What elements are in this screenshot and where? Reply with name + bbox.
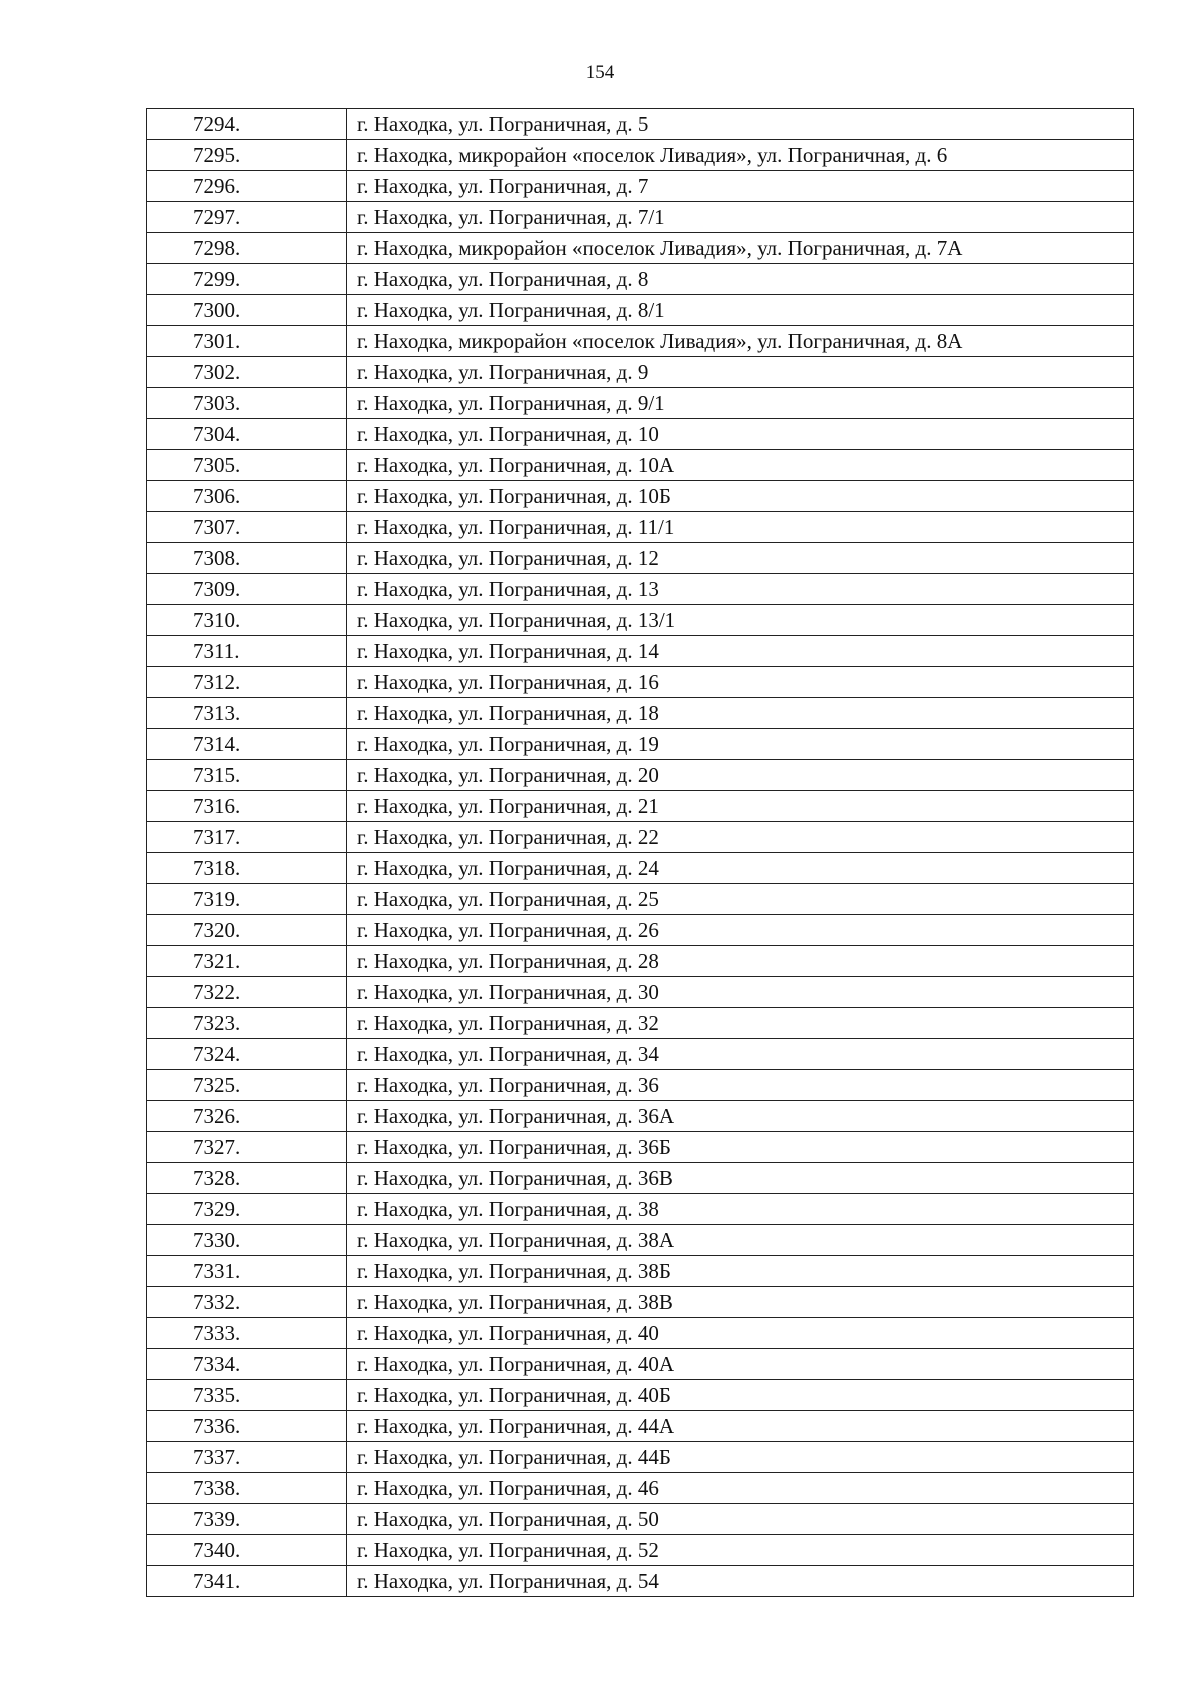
table-row bbox=[147, 1566, 1134, 1597]
row-number: 7341. bbox=[147, 1566, 347, 1597]
row-address: г. Находка, ул. Пограничная, д. 46 bbox=[347, 1473, 1134, 1504]
row-address: г. Находка, ул. Пограничная, д. 44Б bbox=[347, 1442, 1134, 1473]
table-row bbox=[147, 1473, 1134, 1504]
table-row bbox=[147, 202, 1134, 233]
table-row bbox=[147, 698, 1134, 729]
row-number: 7312. bbox=[147, 667, 347, 698]
table-row bbox=[147, 419, 1134, 450]
row-number: 7299. bbox=[147, 264, 347, 295]
row-address: г. Находка, ул. Пограничная, д. 14 bbox=[347, 636, 1134, 667]
row-address: г. Находка, ул. Пограничная, д. 8 bbox=[347, 264, 1134, 295]
row-number: 7326. bbox=[147, 1101, 347, 1132]
table-row bbox=[147, 636, 1134, 667]
row-address: г. Находка, ул. Пограничная, д. 9 bbox=[347, 357, 1134, 388]
row-address: г. Находка, ул. Пограничная, д. 22 bbox=[347, 822, 1134, 853]
row-number: 7313. bbox=[147, 698, 347, 729]
row-number: 7309. bbox=[147, 574, 347, 605]
row-address: г. Находка, ул. Пограничная, д. 10А bbox=[347, 450, 1134, 481]
table-row bbox=[147, 1008, 1134, 1039]
row-address: г. Находка, ул. Пограничная, д. 7/1 bbox=[347, 202, 1134, 233]
table-row bbox=[147, 543, 1134, 574]
row-number: 7340. bbox=[147, 1535, 347, 1566]
row-number: 7297. bbox=[147, 202, 347, 233]
row-number: 7315. bbox=[147, 760, 347, 791]
row-number: 7323. bbox=[147, 1008, 347, 1039]
table-row bbox=[147, 450, 1134, 481]
table-row bbox=[147, 1349, 1134, 1380]
row-number: 7333. bbox=[147, 1318, 347, 1349]
table-row bbox=[147, 512, 1134, 543]
row-address: г. Находка, ул. Пограничная, д. 5 bbox=[347, 109, 1134, 140]
row-number: 7307. bbox=[147, 512, 347, 543]
table-row bbox=[147, 1411, 1134, 1442]
row-address: г. Находка, микрорайон «поселок Ливадия», ул. Пограничная, д. 6 bbox=[347, 140, 1134, 171]
table-row bbox=[147, 822, 1134, 853]
row-address: г. Находка, микрорайон «поселок Ливадия», ул. Пограничная, д. 8А bbox=[347, 326, 1134, 357]
row-number: 7294. bbox=[147, 109, 347, 140]
row-address: г. Находка, ул. Пограничная, д. 38А bbox=[347, 1225, 1134, 1256]
row-number: 7305. bbox=[147, 450, 347, 481]
table-row bbox=[147, 853, 1134, 884]
row-number: 7319. bbox=[147, 884, 347, 915]
table-row bbox=[147, 574, 1134, 605]
row-address: г. Находка, ул. Пограничная, д. 9/1 bbox=[347, 388, 1134, 419]
row-number: 7321. bbox=[147, 946, 347, 977]
table-row bbox=[147, 605, 1134, 636]
address-table bbox=[146, 108, 1134, 1597]
table-row bbox=[147, 264, 1134, 295]
row-address: г. Находка, ул. Пограничная, д. 40А bbox=[347, 1349, 1134, 1380]
row-address: г. Находка, ул. Пограничная, д. 40 bbox=[347, 1318, 1134, 1349]
row-address: г. Находка, микрорайон «поселок Ливадия», ул. Пограничная, д. 7А bbox=[347, 233, 1134, 264]
row-number: 7320. bbox=[147, 915, 347, 946]
row-number: 7298. bbox=[147, 233, 347, 264]
row-number: 7329. bbox=[147, 1194, 347, 1225]
row-address: г. Находка, ул. Пограничная, д. 40Б bbox=[347, 1380, 1134, 1411]
table-row bbox=[147, 109, 1134, 140]
row-address: г. Находка, ул. Пограничная, д. 32 bbox=[347, 1008, 1134, 1039]
row-number: 7296. bbox=[147, 171, 347, 202]
row-address: г. Находка, ул. Пограничная, д. 36Б bbox=[347, 1132, 1134, 1163]
row-address: г. Находка, ул. Пограничная, д. 21 bbox=[347, 791, 1134, 822]
table-row bbox=[147, 1380, 1134, 1411]
row-address: г. Находка, ул. Пограничная, д. 10Б bbox=[347, 481, 1134, 512]
row-address: г. Находка, ул. Пограничная, д. 36А bbox=[347, 1101, 1134, 1132]
row-number: 7295. bbox=[147, 140, 347, 171]
row-address: г. Находка, ул. Пограничная, д. 28 bbox=[347, 946, 1134, 977]
row-number: 7300. bbox=[147, 295, 347, 326]
row-address: г. Находка, ул. Пограничная, д. 10 bbox=[347, 419, 1134, 450]
row-number: 7331. bbox=[147, 1256, 347, 1287]
row-number: 7308. bbox=[147, 543, 347, 574]
table-row bbox=[147, 1318, 1134, 1349]
row-address: г. Находка, ул. Пограничная, д. 24 bbox=[347, 853, 1134, 884]
row-address: г. Находка, ул. Пограничная, д. 44А bbox=[347, 1411, 1134, 1442]
table-row bbox=[147, 667, 1134, 698]
table-row bbox=[147, 915, 1134, 946]
table-row bbox=[147, 233, 1134, 264]
address-table-body bbox=[147, 109, 1134, 1597]
table-row bbox=[147, 760, 1134, 791]
row-address: г. Находка, ул. Пограничная, д. 38 bbox=[347, 1194, 1134, 1225]
table-row bbox=[147, 1194, 1134, 1225]
table-row bbox=[147, 977, 1134, 1008]
row-address: г. Находка, ул. Пограничная, д. 7 bbox=[347, 171, 1134, 202]
row-address: г. Находка, ул. Пограничная, д. 36В bbox=[347, 1163, 1134, 1194]
table-row bbox=[147, 1442, 1134, 1473]
table-row bbox=[147, 1287, 1134, 1318]
row-number: 7304. bbox=[147, 419, 347, 450]
row-address: г. Находка, ул. Пограничная, д. 36 bbox=[347, 1070, 1134, 1101]
row-address: г. Находка, ул. Пограничная, д. 38В bbox=[347, 1287, 1134, 1318]
table-row bbox=[147, 1504, 1134, 1535]
row-address: г. Находка, ул. Пограничная, д. 19 bbox=[347, 729, 1134, 760]
table-row bbox=[147, 140, 1134, 171]
table-row bbox=[147, 884, 1134, 915]
row-number: 7324. bbox=[147, 1039, 347, 1070]
row-number: 7306. bbox=[147, 481, 347, 512]
table-row bbox=[147, 1039, 1134, 1070]
row-number: 7337. bbox=[147, 1442, 347, 1473]
row-address: г. Находка, ул. Пограничная, д. 12 bbox=[347, 543, 1134, 574]
row-address: г. Находка, ул. Пограничная, д. 16 bbox=[347, 667, 1134, 698]
table-row bbox=[147, 1163, 1134, 1194]
row-number: 7325. bbox=[147, 1070, 347, 1101]
row-address: г. Находка, ул. Пограничная, д. 52 bbox=[347, 1535, 1134, 1566]
row-number: 7330. bbox=[147, 1225, 347, 1256]
row-number: 7311. bbox=[147, 636, 347, 667]
row-number: 7332. bbox=[147, 1287, 347, 1318]
table-row bbox=[147, 295, 1134, 326]
table-row bbox=[147, 1132, 1134, 1163]
row-address: г. Находка, ул. Пограничная, д. 30 bbox=[347, 977, 1134, 1008]
row-number: 7302. bbox=[147, 357, 347, 388]
row-address: г. Находка, ул. Пограничная, д. 34 bbox=[347, 1039, 1134, 1070]
row-address: г. Находка, ул. Пограничная, д. 13 bbox=[347, 574, 1134, 605]
row-number: 7335. bbox=[147, 1380, 347, 1411]
row-number: 7316. bbox=[147, 791, 347, 822]
row-address: г. Находка, ул. Пограничная, д. 54 bbox=[347, 1566, 1134, 1597]
row-number: 7339. bbox=[147, 1504, 347, 1535]
table-row bbox=[147, 791, 1134, 822]
row-number: 7303. bbox=[147, 388, 347, 419]
page-number: 154 bbox=[585, 62, 615, 83]
row-number: 7318. bbox=[147, 853, 347, 884]
table-row bbox=[147, 1535, 1134, 1566]
row-address: г. Находка, ул. Пограничная, д. 11/1 bbox=[347, 512, 1134, 543]
row-number: 7314. bbox=[147, 729, 347, 760]
row-address: г. Находка, ул. Пограничная, д. 26 bbox=[347, 915, 1134, 946]
table-row bbox=[147, 481, 1134, 512]
row-address: г. Находка, ул. Пограничная, д. 25 bbox=[347, 884, 1134, 915]
row-address: г. Находка, ул. Пограничная, д. 18 bbox=[347, 698, 1134, 729]
row-number: 7334. bbox=[147, 1349, 347, 1380]
row-number: 7336. bbox=[147, 1411, 347, 1442]
table-row bbox=[147, 388, 1134, 419]
row-number: 7301. bbox=[147, 326, 347, 357]
row-number: 7322. bbox=[147, 977, 347, 1008]
row-number: 7317. bbox=[147, 822, 347, 853]
row-number: 7328. bbox=[147, 1163, 347, 1194]
row-address: г. Находка, ул. Пограничная, д. 38Б bbox=[347, 1256, 1134, 1287]
table-row bbox=[147, 171, 1134, 202]
row-address: г. Находка, ул. Пограничная, д. 20 bbox=[347, 760, 1134, 791]
table-row bbox=[147, 1256, 1134, 1287]
row-number: 7310. bbox=[147, 605, 347, 636]
table-row bbox=[147, 946, 1134, 977]
table-row bbox=[147, 1070, 1134, 1101]
table-row bbox=[147, 357, 1134, 388]
table-row bbox=[147, 1225, 1134, 1256]
row-number: 7338. bbox=[147, 1473, 347, 1504]
row-address: г. Находка, ул. Пограничная, д. 13/1 bbox=[347, 605, 1134, 636]
table-row bbox=[147, 326, 1134, 357]
row-address: г. Находка, ул. Пограничная, д. 50 bbox=[347, 1504, 1134, 1535]
table-row bbox=[147, 1101, 1134, 1132]
table-row bbox=[147, 729, 1134, 760]
row-number: 7327. bbox=[147, 1132, 347, 1163]
row-address: г. Находка, ул. Пограничная, д. 8/1 bbox=[347, 295, 1134, 326]
